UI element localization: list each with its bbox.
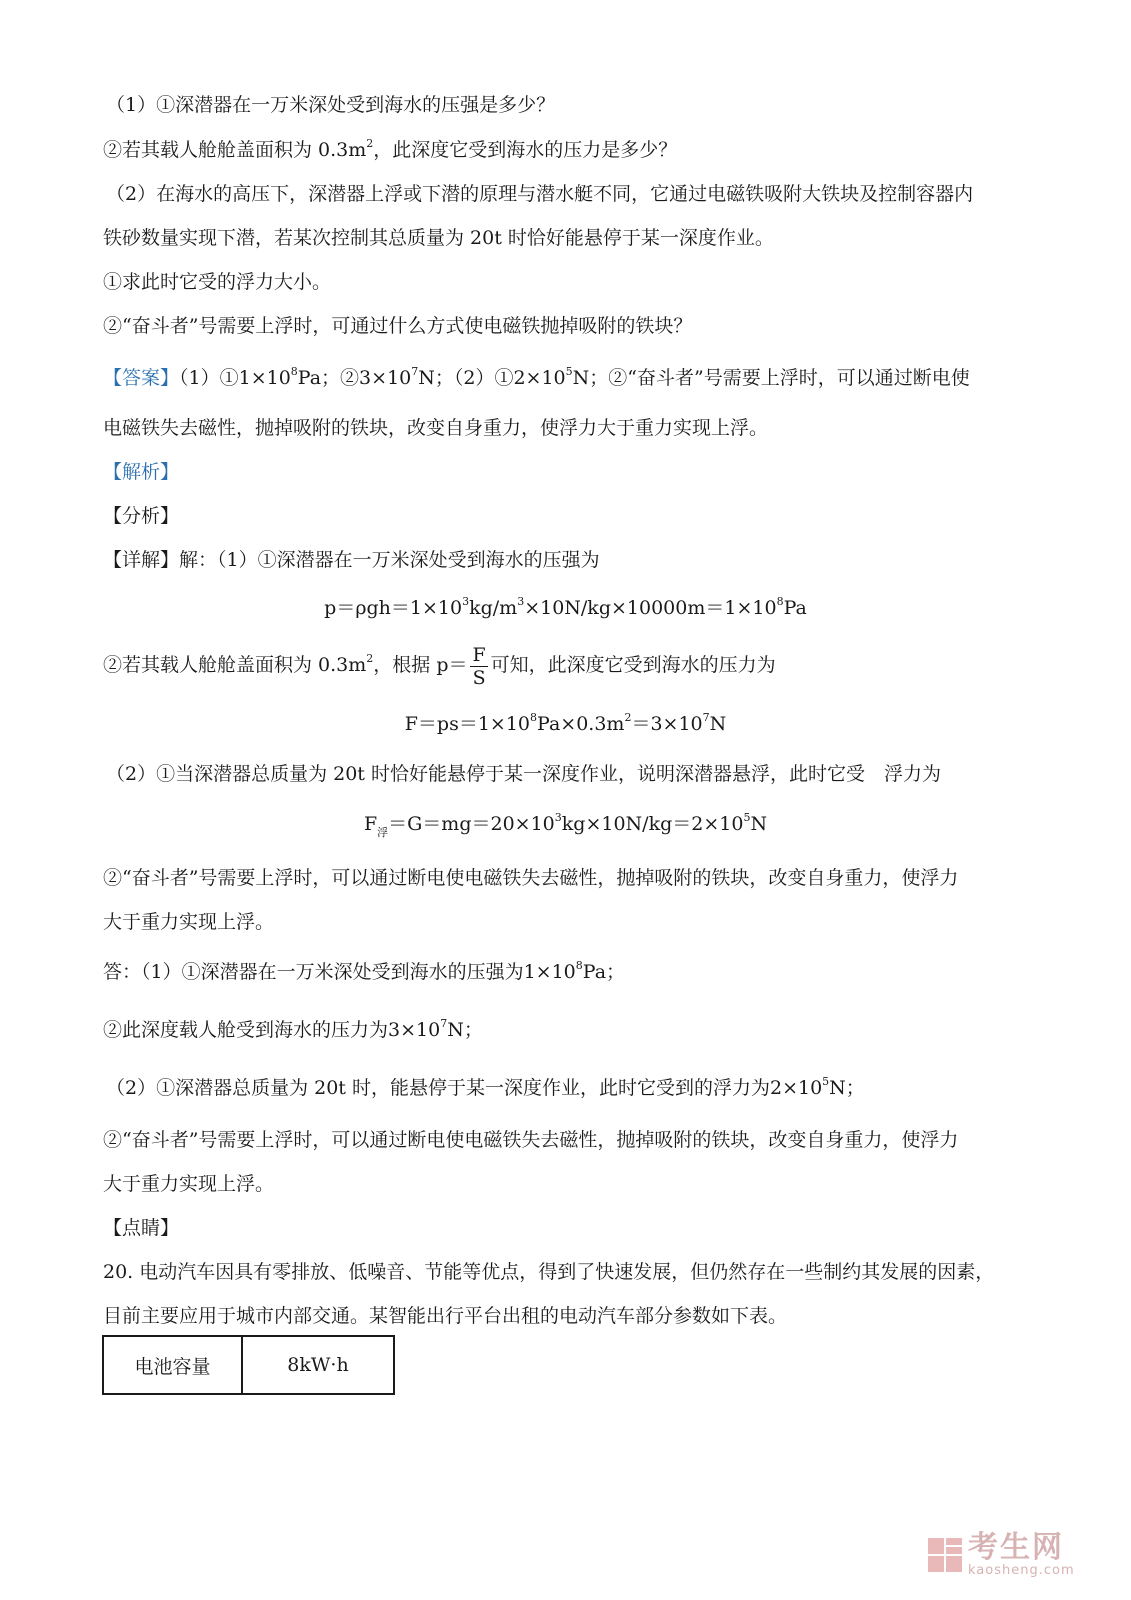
- answer-line-cont: 电磁铁失去磁性，抛掉吸附的铁块，改变自身重力，使浮力大于重力实现上浮。: [103, 417, 769, 439]
- table-cell-label: 电池容量: [103, 1336, 242, 1394]
- conclusion-line-5: 大于重力实现上浮。: [103, 1173, 275, 1195]
- detail-tag: 【详解】: [103, 549, 180, 571]
- question-20-line-cont: 目前主要应用于城市内部交通。某智能出行平台出租的电动汽车部分参数如下表。: [103, 1305, 788, 1327]
- fraction-f-over-s: $\frac{F}{S}$: [472, 643, 486, 689]
- area-formula-line: ②若其载人舱舱盖面积为 $0.3m^2$，根据 p＝ $\frac{F}{S}$ 可知，此深度它受到海水的压力为: [103, 643, 776, 689]
- conclusion-line-1: 答：（1）①深潜器在一万米深处受到海水的压强为$1\times 10^8Pa$；: [103, 959, 626, 983]
- question-surface-line: ②“奋斗者”号需要上浮时，可通过什么方式使电磁铁抛掉吸附的铁块？: [103, 315, 693, 337]
- fenxi-heading: 【分析】: [103, 505, 180, 527]
- question-part2-line-cont: 铁砂数量实现下潜，若某次控制其总质量为 20t 时恰好能悬停于某一深度作业。: [103, 227, 774, 249]
- dianjing-heading: 【点睛】: [103, 1217, 180, 1239]
- question-part2-line: （2）在海水的高压下，深潜器上浮或下潜的原理与潜水艇不同，它通过电磁铁吸附大铁块及控制容器内: [106, 183, 974, 205]
- conclusion-line-4: ②“奋斗者”号需要上浮时，可以通过断电使电磁铁失去磁性，抛掉吸附的铁块，改变自身重力，使浮力: [103, 1129, 959, 1151]
- table-cell-value: 8kW·h: [242, 1336, 394, 1394]
- watermark-url: kaosheng.com: [968, 1563, 1075, 1578]
- question-buoyancy-line: ①求此时它受的浮力大小。: [103, 271, 332, 293]
- question-20-line: 20. 电动汽车因具有零排放、低噪音、节能等优点，得到了快速发展，但仍然存在一些制约其发展的因素，: [103, 1261, 995, 1283]
- question-part1-line: （1）①深潜器在一万米深处受到海水的压强是多少？: [106, 94, 556, 116]
- detail-part2-line: （2）①当深潜器总质量为 20t 时恰好能悬停于某一深度作业，说明深潜器悬浮，此时它受 浮力为: [106, 763, 941, 785]
- conclusion-line-3: （2）①深潜器总质量为 20t 时，能悬停于某一深度作业，此时它受到的浮力为$2\times 10^5N$；: [106, 1075, 865, 1099]
- detail-line: 【详解】解：（1）①深潜器在一万米深处受到海水的压强为: [103, 549, 600, 571]
- conclusion-line-2: ②此深度载人舱受到海水的压力为$3\times 10^7N$；: [103, 1017, 483, 1041]
- equation-pressure: $p=\rho gh=1\times 10^3kg/m^3\times 10N/kg\times 10000m=1\times 10^8Pa$: [324, 595, 807, 619]
- answer-tag: 【答案】: [103, 367, 180, 389]
- watermark-logo-icon: [928, 1538, 962, 1572]
- question-area-line: ②若其载人舱舱盖面积为 $0.3m^2$，此深度它受到海水的压力是多少？: [103, 137, 678, 161]
- equation-buoyancy: $F_浮=G=mg=20\times 10^3kg\times 10N/kg=2\times 10^5N$: [363, 811, 768, 839]
- table-row: [103, 1336, 394, 1394]
- watermark-name: 考生网: [968, 1530, 1064, 1565]
- equation-force: $F=ps=1\times 10^8Pa\times 0.3m^2=3\times 10^7N$: [404, 711, 727, 735]
- answer-line: 【答案】$(1)①1\times 10^8Pa$；$②3\times 10^7N$；$(2)①2\times 10^5N$；②“奋斗者”号需要上浮时，可以通过断电使: [103, 365, 970, 389]
- watermark: [928, 1532, 1075, 1578]
- jiexi-heading: 【解析】: [103, 461, 180, 483]
- ev-params-table: [102, 1335, 395, 1395]
- detail-surface-line: ②“奋斗者”号需要上浮时，可以通过断电使电磁铁失去磁性，抛掉吸附的铁块，改变自身重力，使浮力: [103, 867, 959, 889]
- detail-surface-line-cont: 大于重力实现上浮。: [103, 911, 275, 933]
